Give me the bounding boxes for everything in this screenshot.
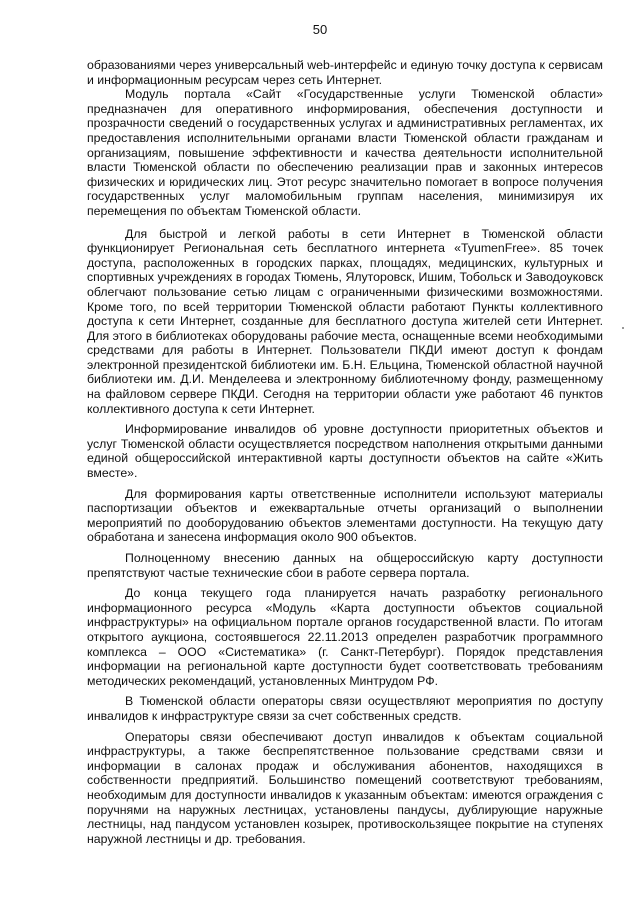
paragraph-8: В Тюменской области операторы связи осуществляют мероприятия по доступу инвалидов к инфраструктуре связи за счет собственных средств. <box>87 694 603 723</box>
page-number: 50 <box>312 22 328 37</box>
paragraph-6: Полноценному внесению данных на общероссийскую карту доступности препятствуют частые технические сбои в работе сервера портала. <box>87 551 603 580</box>
scan-mark <box>622 327 624 329</box>
paragraph-7: До конца текущего года планируется начать разработку регионального информационного ресурса «Модуль «Карта доступности объектов социальной инфраструктуры» на официальном портале органов государственной власти. По итогам открытого аукциона, состоявшегося 22.11.2013 определен разработчик программного комплекса – ООО «Систематика» (г. Санкт-Петербург). Порядок представления информации на региональной карте доступности будет соответствовать требованиям методических рекомендаций, установленных Минтрудом РФ. <box>87 586 603 688</box>
paragraph-4: Информирование инвалидов об уровне доступности приоритетных объектов и услуг Тюменской области осуществляется посредством наполнения открытыми данными единой общероссийской интерактивной карты доступности объектов на сайте «Жить вместе». <box>87 422 603 481</box>
paragraph-1: образованиями через универсальный web-интерфейс и единую точку доступа к сервисам и информационным ресурсам через сеть Интернет. <box>87 58 603 87</box>
paragraph-5: Для формирования карты ответственные исполнители используют материалы паспортизации объектов и ежеквартальные отчеты организаций о выполнении мероприятий по дооборудованию объектов элементами доступности. На текущую дату обработана и занесена информация около 900 объектов. <box>87 486 603 545</box>
paragraph-2: Модуль портала «Сайт «Государственные услуги Тюменской области» предназначен для оперативного информирования, обеспечения доступности и прозрачности сведений о государственных услугах и административных регламентах, их предоставления исполнительными органами власти Тюменской области гражданам и организациям, повышение эффективности и качества деятельности исполнительной власти Тюменской области по обеспечению реализации прав и законных интересов физических и юридических лиц. Этот ресурс значительно помогает в вопросе получения государственных услуг маломобильным группам населения, минимизируя их перемещения по объектам Тюменской области. <box>87 87 603 218</box>
document-body <box>87 58 603 846</box>
paragraph-3: Для быстрой и легкой работы в сети Интернет в Тюменской области функционирует Региональная сеть бесплатного интернета «TyumenFree». 85 точек доступа, расположенных в городских парках, площадях, медицинских, культурных и спортивных учреждениях в городах Тюмень, Ялуторовск, Ишим, Тобольск и Заводоуковск облегчают пользование сетью лицам с ограниченными физическими возможностями. Кроме того, по всей территории Тюменской области работают Пункты коллективного доступа к сети Интернет, созданные для бесплатного доступа жителей сети Интернет. Для этого в библиотеках оборудованы рабочие места, оснащенные всеми необходимыми средствами для работы в Интернет. Пользователи ПКДИ имеют доступ к фондам электронной президентской библиотеки им. Б.Н. Ельцина, Тюменской областной научной библиотеки им. Д.И. Менделеева и электронному библиотечному фонду, размещенному на файловом сервере ПКДИ. Сегодня на территории области уже работают 46 пунктов коллективного доступа к сети Интернет. <box>87 226 603 416</box>
paragraph-9: Операторы связи обеспечивают доступ инвалидов к объектам социальной инфраструктуры, а также беспрепятственное пользование средствами связи и информации в салонах продаж и обслуживания абонентов, находящихся в собственности предприятий. Большинство помещений соответствуют требованиям, необходимым для доступности инвалидов к указанным объектам: имеются ограждения с поручнями на наружных лестницах, установлены пандусы, дублирующие наружные лестницы, над пандусом установлен козырек, противоскользящее покрытие на ступенях наружной лестницы и др. требования. <box>87 729 603 846</box>
